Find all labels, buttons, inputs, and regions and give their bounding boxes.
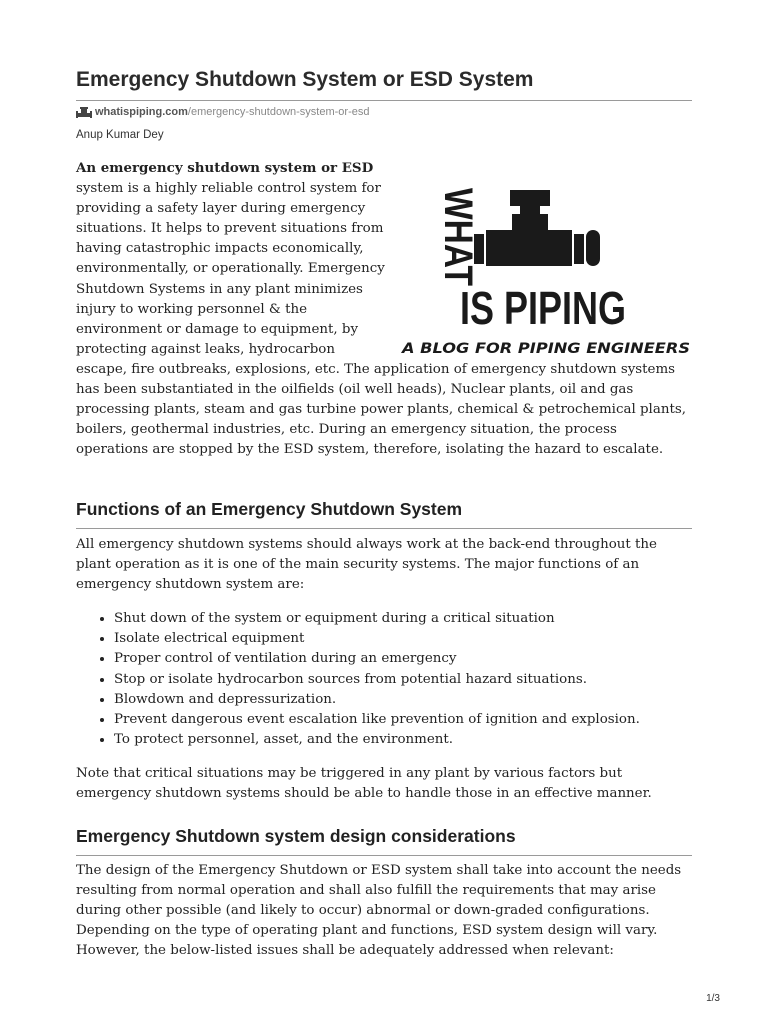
site-favicon-icon <box>76 106 92 118</box>
functions-section <box>76 535 692 804</box>
intro-bold-lead: An emergency shutdown system or ESD <box>76 160 374 176</box>
page-title: Emergency Shutdown System or ESD System <box>76 68 692 101</box>
list-item: • Shut down of the system or equipment during a critical situation <box>114 609 692 629</box>
functions-list <box>76 609 692 750</box>
list-item: • Proper control of ventilation during an emergency <box>114 649 692 669</box>
design-paragraph: The design of the Emergency Shutdown or ESD system shall take into account the needs resulting from normal operation and shall also fulfill the requirements that may arise during other possible (and likely to occur) abnormal or down-graded configurations. Depending on the type of operating plant and functions, ESD system design will vary. However, the below-listed issues shall be adequately addressed when relevant: <box>76 863 682 959</box>
logo-word-is-piping: IS PIPING <box>460 282 626 334</box>
design-section <box>76 861 692 961</box>
functions-note: Note that critical situations may be triggered in any plant by various factors but emergency shutdown systems should be able to handle those in an effective manner. <box>76 765 652 802</box>
pipe-icon <box>474 190 600 266</box>
list-item: • Isolate electrical equipment <box>114 629 692 649</box>
logo-word-what: WHAT <box>436 188 480 305</box>
logo-tagline: A BLOG FOR PIPING ENGINEERS <box>400 341 690 357</box>
list-item: • Blowdown and depressurization. <box>114 690 692 710</box>
list-item: • To protect personnel, asset, and the environment. <box>114 730 692 750</box>
source-line <box>76 106 369 118</box>
list-item: • Stop or isolate hydrocarbon sources from potential hazard situations. <box>114 670 692 690</box>
design-heading: Emergency Shutdown system design considerations <box>76 826 692 856</box>
page-number: 1/3 <box>706 993 720 1004</box>
intro-body: system is a highly reliable control system for providing a safety layer during emergency situations. It helps to prevent situations from having catastrophic impacts economically, environmentally, or operationally. Emergency Shutdown Systems in any plant minimizes injury to working personnel & the environment or damage to equipment, by protecting against leaks, hydrocarbon escape, fire outbreaks, explosions, etc. The application of emergency shutdown systems has been substantiated in the oilfields (oil well heads), Nuclear plants, oil and gas processing plants, steam and gas turbine power plants, chemical & petrochemical plants, boilers, geothermal industries, etc. During an emergency situation, the process operations are stopped by the ESD system, therefore, isolating the hazard to escalate. <box>76 181 686 458</box>
list-item: • Prevent dangerous event escalation like prevention of ignition and explosion. <box>114 710 692 730</box>
functions-lead: All emergency shutdown systems should always work at the back-end throughout the plant operation as it is one of the main security systems. The major functions of an emergency shutdown system are: <box>76 537 657 593</box>
functions-heading: Functions of an Emergency Shutdown System <box>76 499 692 529</box>
source-path-link[interactable]: /emergency-shutdown-system-or-esd <box>187 106 370 118</box>
intro-section <box>76 158 692 460</box>
source-domain-link[interactable]: whatispiping.com <box>95 106 188 118</box>
whatispiping-logo <box>400 158 700 358</box>
author-name: Anup Kumar Dey <box>76 129 164 141</box>
